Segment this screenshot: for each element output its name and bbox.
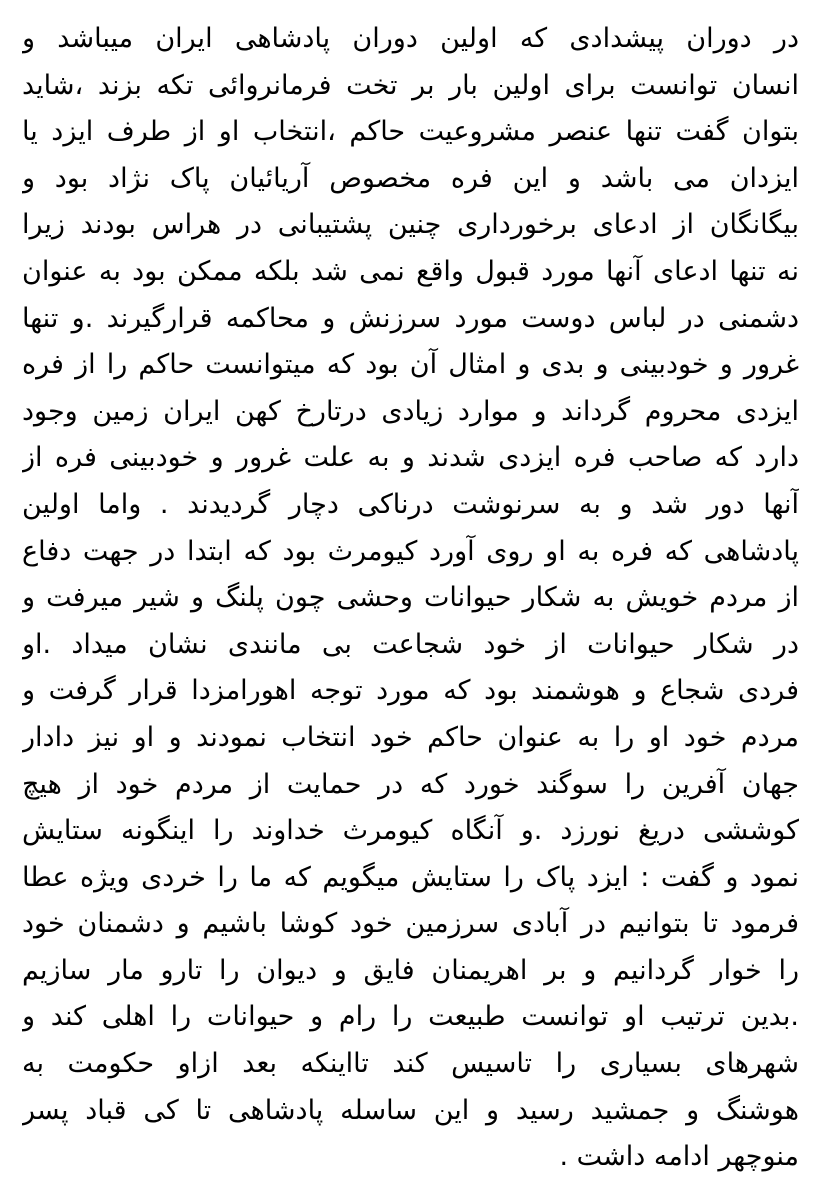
- persian-text-body: [22, 16, 799, 1181]
- text-line: پادشاهی که فره به او روی آورد کیومرث بود که ابتدا در جهت دفاع: [22, 535, 799, 567]
- text-line: دارد که صاحب فره ایزدی شدند و به علت غرور و خودبینی فره از: [22, 442, 799, 474]
- text-line: هوشنگ و جمشید رسید و این ساسله پادشاهی تا کی قباد پسر: [22, 1094, 799, 1126]
- text-line: غرور و خودبینی و بدی و امثال آن بود که میتوانست حاکم را از فره: [22, 349, 799, 381]
- text-line: جهان آفرین را سوگند خورد که در حمایت از مردم خود از هیچ: [22, 768, 799, 800]
- text-line: در دوران پیشدادی که اولین دوران پادشاهی ایران میباشد و: [22, 23, 799, 54]
- text-line: کوششی دریغ نورزد .و آنگاه کیومرث خداوند را اینگونه ستایش: [22, 815, 799, 847]
- text-line: انسان توانست برای اولین بار بر تخت فرمانروائی تکه بزند ،شاید: [22, 69, 799, 101]
- text-line: در شکار حیوانات از خود شجاعت بی مانندی نشان میداد .او: [22, 628, 799, 660]
- text-line: نه تنها ادعای آنها مورد قبول واقع نمی شد بلکه ممکن بود به عنوان: [22, 255, 799, 287]
- text-line: بتوان گفت تنها عنصر مشروعیت حاکم ،انتخاب او از طرف ایزد یا: [22, 116, 799, 148]
- text-line: ایزدان می باشد و این فره مخصوص آریائیان پاک نژاد بود و: [22, 162, 799, 194]
- text-line: را خوار گردانیم و بر اهریمنان فایق و دیوان را تارو مار سازیم: [22, 954, 799, 986]
- text-line: نمود و گفت : ایزد پاک را ستایش میگویم که ما را خردی ویژه عطا: [22, 861, 799, 893]
- text-line: شهرهای بسیاری را تاسیس کند تااینکه بعد ازاو حکومت به: [22, 1048, 799, 1080]
- text-line: مردم خود او را به عنوان حاکم خود انتخاب نمودند و او نیز دادار: [22, 721, 799, 753]
- text-line: .بدین ترتیب او توانست طبیعت را رام و حیوانات را اهلی کند و: [22, 1001, 799, 1033]
- text-line-last: منوچهر ادامه داشت .: [559, 1141, 799, 1173]
- text-line: ایزدی محروم گرداند و موارد زیادی درتارخ کهن ایران زمین وجود: [22, 395, 799, 427]
- text-line: بیگانگان از ادعای برخورداری چنین پشتیبانی در هراس بودند زیرا: [22, 209, 799, 241]
- text-line: فردی شجاع و هوشمند بود که مورد توجه اهورامزدا قرار گرفت و: [22, 675, 799, 707]
- text-line: دشمنی در لباس دوست مورد سرزنش و محاکمه قرارگیرند .و تنها: [22, 302, 799, 334]
- text-line: فرمود تا بتوانیم در آبادی سرزمین خود کوشا باشیم و دشمنان خود: [22, 908, 799, 940]
- text-line: آنها دور شد و به سرنوشت درناکی دچار گردیدند . واما اولین: [22, 488, 799, 520]
- text-line: از مردم خویش به شکار حیوانات وحشی چون پلنگ و شیر میرفت و: [22, 582, 799, 614]
